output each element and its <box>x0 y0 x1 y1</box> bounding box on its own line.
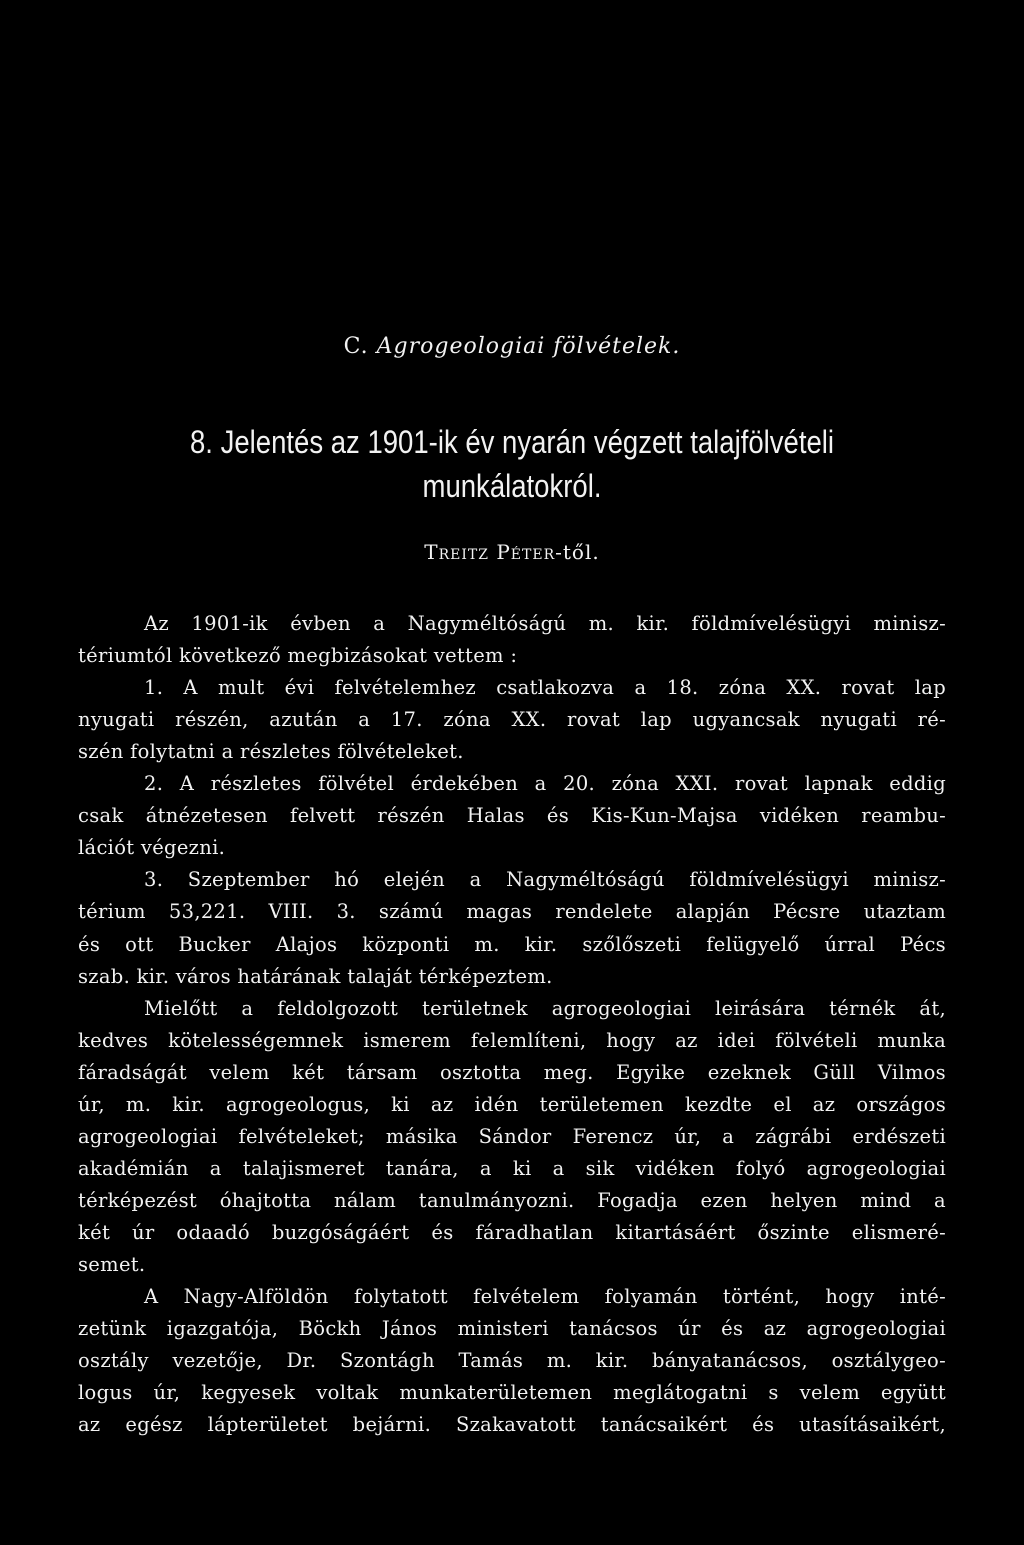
body-line: akadémián a talajismeret tanára, a ki a sik vidéken folyó agrogeologiai <box>78 1156 946 1180</box>
body-line: és ott Bucker Alajos központi m. kir. szőlőszeti felügyelő úrral Pécs <box>78 932 946 956</box>
body-line: Mielőtt a feldolgozott területnek agrogeologiai leirására térnék át, <box>144 996 946 1020</box>
body-line: térium 53,221. VIII. 3. számú magas rendelete alapján Pécsre utaztam <box>78 900 946 924</box>
author-line <box>0 540 1024 564</box>
body-line: nyugati részén, azután a 17. zóna XX. rovat lap ugyancsak nyugati ré- <box>78 708 946 732</box>
body-line: 1. A mult évi felvételemhez csatlakozva a 18. zóna XX. rovat lap <box>144 676 946 700</box>
author-name: Treitz Péter <box>424 540 556 564</box>
body-line: 2. A részletes fölvétel érdekében a 20. zóna XXI. rovat lapnak eddig <box>144 772 946 796</box>
report-title-line-2: munkálatokról. <box>422 468 602 504</box>
body-line: tériumtól következő megbizásokat vettem : <box>78 644 518 668</box>
body-line: semet. <box>78 1253 146 1276</box>
body-line: kedves kötelességemnek ismerem felemlíteni, hogy az idei fölvételi munka <box>78 1028 946 1052</box>
body-line: zetünk igazgatója, Böckh János ministeri tanácsos úr és az agrogeologiai <box>78 1317 946 1341</box>
body-line: úr, m. kir. agrogeologus, ki az idén területemen kezdte el az országos <box>78 1092 946 1116</box>
body-line: lációt végezni. <box>78 836 226 860</box>
body-line: agrogeologiai felvételeket; másika Sándor Ferencz úr, a zágrábi erdészeti <box>78 1124 946 1148</box>
section-number: C. <box>343 334 369 359</box>
body-line: szab. kir. város határának talaját térképeztem. <box>78 964 553 988</box>
body-line: szén folytatni a részletes fölvételeket. <box>78 740 464 764</box>
body-line: csak átnézetesen felvett részén Halas és Kis-Kun-Majsa vidéken reambu- <box>78 804 946 828</box>
body-line: A Nagy-Alföldön folytatott felvételem folyamán történt, hogy inté- <box>144 1285 946 1309</box>
report-title-line-1: 8. Jelentés az 1901-ik év nyarán végzett talajfölvételi <box>189 424 835 460</box>
body-line: 3. Szeptember hó elején a Nagyméltóságú földmívelésügyi minisz- <box>144 868 946 892</box>
body-line: az egész lápterületet bejárni. Szakavatott tanácsaikért és utasításaikért, <box>78 1413 946 1437</box>
author-suffix: -től. <box>555 540 600 564</box>
section-label: Agrogeologiai fölvételek. <box>376 334 681 359</box>
body-line: két úr odaadó buzgóságáért és fáradhatlan kitartásáért őszinte elismeré- <box>78 1220 946 1244</box>
body-line: térképezést óhajtotta nálam tanulmányozni. Fogadja ezen helyen mind a <box>78 1188 946 1212</box>
body-line: logus úr, kegyesek voltak munkaterületemen meglátogatni s velem együtt <box>78 1381 946 1405</box>
body-line: osztály vezetője, Dr. Szontágh Tamás m. kir. bányatanácsos, osztálygeo- <box>78 1349 946 1373</box>
section-heading <box>0 334 1024 359</box>
body-line: fáradságát velem két társam osztotta meg. Egyike ezeknek Güll Vilmos <box>78 1060 946 1084</box>
body-line: Az 1901-ik évben a Nagyméltóságú m. kir. földmívelésügyi minisz- <box>144 612 946 635</box>
